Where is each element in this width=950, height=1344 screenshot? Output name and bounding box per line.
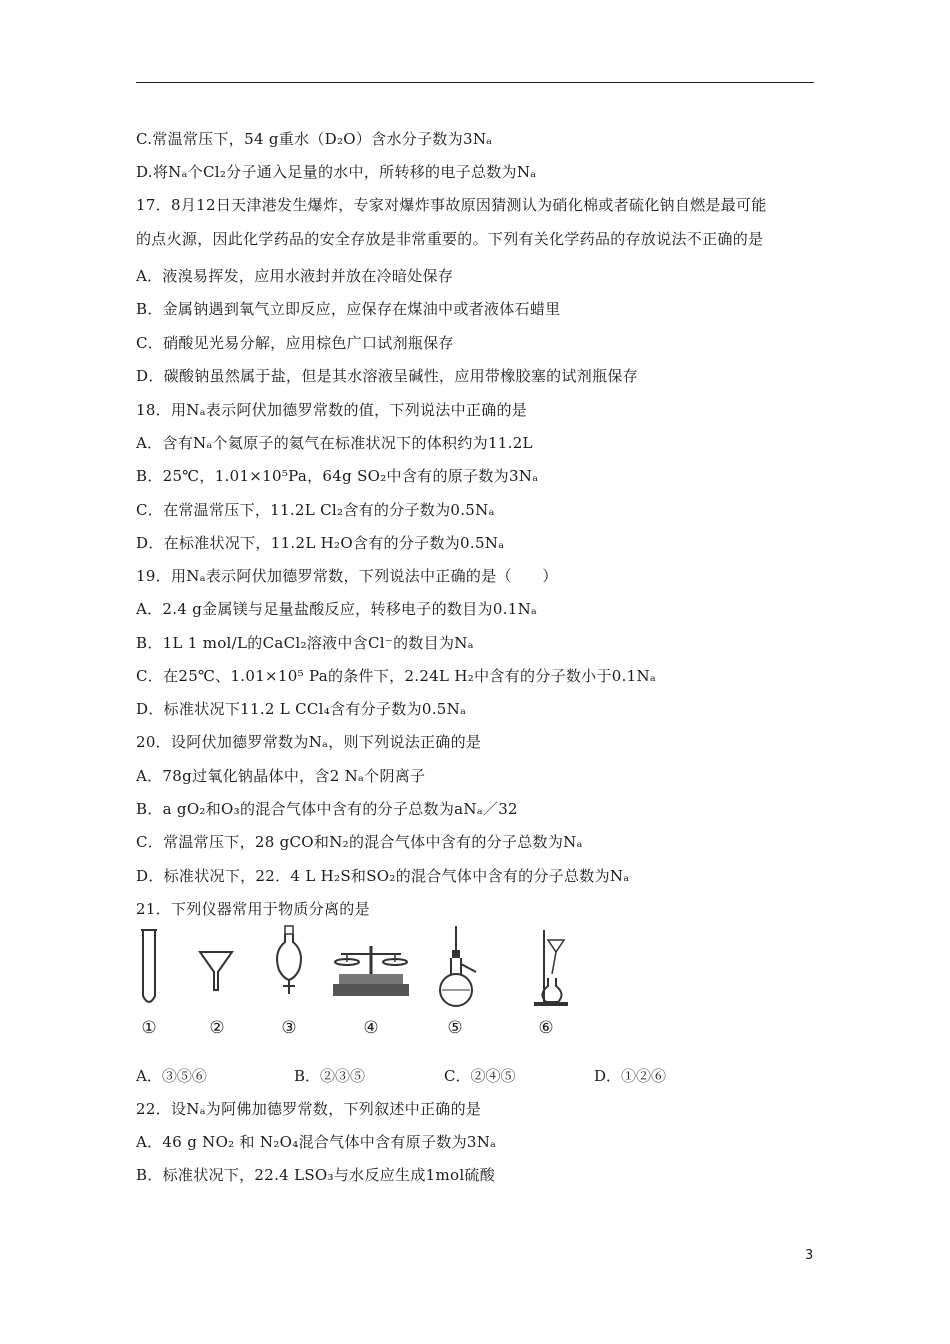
option-c-q20: C．常温常压下，28 gCO和N₂的混合气体中含有的分子总数为Nₐ [136,833,583,851]
question-21-choices [136,1066,736,1086]
question-22: 22．设Nₐ为阿佛加德罗常数，下列叙述中正确的是 [136,1100,482,1118]
choice-c: C．②④⑤ [444,1067,516,1085]
option-b-q20: B．a gO₂和O₃的混合气体中含有的分子总数为aNₐ／32 [136,800,518,818]
question-17-line2: 的点火源，因此化学药品的安全存放是非常重要的。下列有关化学药品的存放说法不正确的是 [136,230,764,248]
apparatus-label-5: ⑤ [447,1018,463,1038]
separatory-funnel-icon [269,922,309,1012]
option-a-q18: A．含有Nₐ个氦原子的氦气在标准状况下的体积约为11.2L [136,434,533,452]
option-b-q17: B．金属钠遇到氧气立即反应，应保存在煤油中或者液体石蜡里 [136,300,561,318]
header-rule [136,82,814,83]
test-tube-icon [134,922,164,1012]
option-d-q18: D．在标准状况下，11.2L H₂O含有的分子数为0.5Nₐ [136,534,505,552]
option-b-q22: B．标准状况下，22.4 LSO₃与水反应生成1mol硫酸 [136,1166,496,1184]
question-17-line1: 17．8月12日天津港发生爆炸，专家对爆炸事故原因猜测认为硝化棉或者硫化钠自燃是最可能 [136,196,767,214]
apparatus-label-6: ⑥ [538,1018,554,1038]
option-b-q18: B．25℃，1.01×10⁵Pa，64g SO₂中含有的原子数为3Nₐ [136,467,539,485]
choice-a: A．③⑤⑥ [136,1067,207,1085]
option-d-q20: D．标准状况下，22．4 L H₂S和SO₂的混合气体中含有的分子总数为Nₐ [136,867,630,885]
question-21: 21．下列仪器常用于物质分离的是 [136,900,370,918]
question-18: 18．用Nₐ表示阿伏加德罗常数的值，下列说法中正确的是 [136,401,528,419]
option-a-q22: A．46 g NO₂ 和 N₂O₄混合气体中含有原子数为3Nₐ [136,1133,497,1151]
distillation-flask-icon [434,922,484,1012]
option-a-q19: A．2.4 g金属镁与足量盐酸反应，转移电子的数目为0.1Nₐ [136,600,538,618]
apparatus-label-3: ③ [281,1018,297,1038]
option-b-q19: B．1L 1 mol/L的CaCl₂溶液中含Cl⁻的数目为Nₐ [136,634,474,652]
apparatus-label-4: ④ [363,1018,379,1038]
option-c-q19: C．在25℃、1.01×10⁵ Pa的条件下，2.24L H₂中含有的分子数小于0.1Nₐ [136,667,657,685]
filtration-setup-icon [526,922,576,1012]
option-d-q17: D．碳酸钠虽然属于盐，但是其水溶液呈碱性，应用带橡胶塞的试剂瓶保存 [136,367,638,385]
choice-b: B．②③⑤ [294,1067,366,1085]
option-a-q17: A．液溴易挥发，应用水液封并放在冷暗处保存 [136,267,454,285]
option-d-q19: D．标准状况下11.2 L CCl₄含有分子数为0.5Nₐ [136,700,467,718]
apparatus-label-2: ② [209,1018,225,1038]
balance-icon [331,922,411,1012]
page-number: 3 [805,1248,814,1263]
option-c-q18: C．在常温常压下，11.2L Cl₂含有的分子数为0.5Nₐ [136,501,495,519]
apparatus-label-1: ① [141,1018,157,1038]
apparatus-figure [126,922,596,1042]
option-a-q20: A．78g过氧化钠晶体中，含2 Nₐ个阴离子 [136,767,426,785]
option-c-q17: C．硝酸见光易分解，应用棕色广口试剂瓶保存 [136,334,454,352]
question-19: 19．用Nₐ表示阿伏加德罗常数，下列说法中正确的是（ ） [136,567,558,585]
question-20: 20．设阿伏加德罗常数为Nₐ，则下列说法正确的是 [136,733,482,751]
funnel-icon [196,922,236,1012]
option-d-q16: D.将Nₐ个Cl₂分子通入足量的水中，所转移的电子总数为Nₐ [136,163,537,181]
choice-d: D．①②⑥ [594,1067,667,1085]
option-c-q16: C.常温常压下，54 g重水（D₂O）含水分子数为3Nₐ [136,130,493,148]
